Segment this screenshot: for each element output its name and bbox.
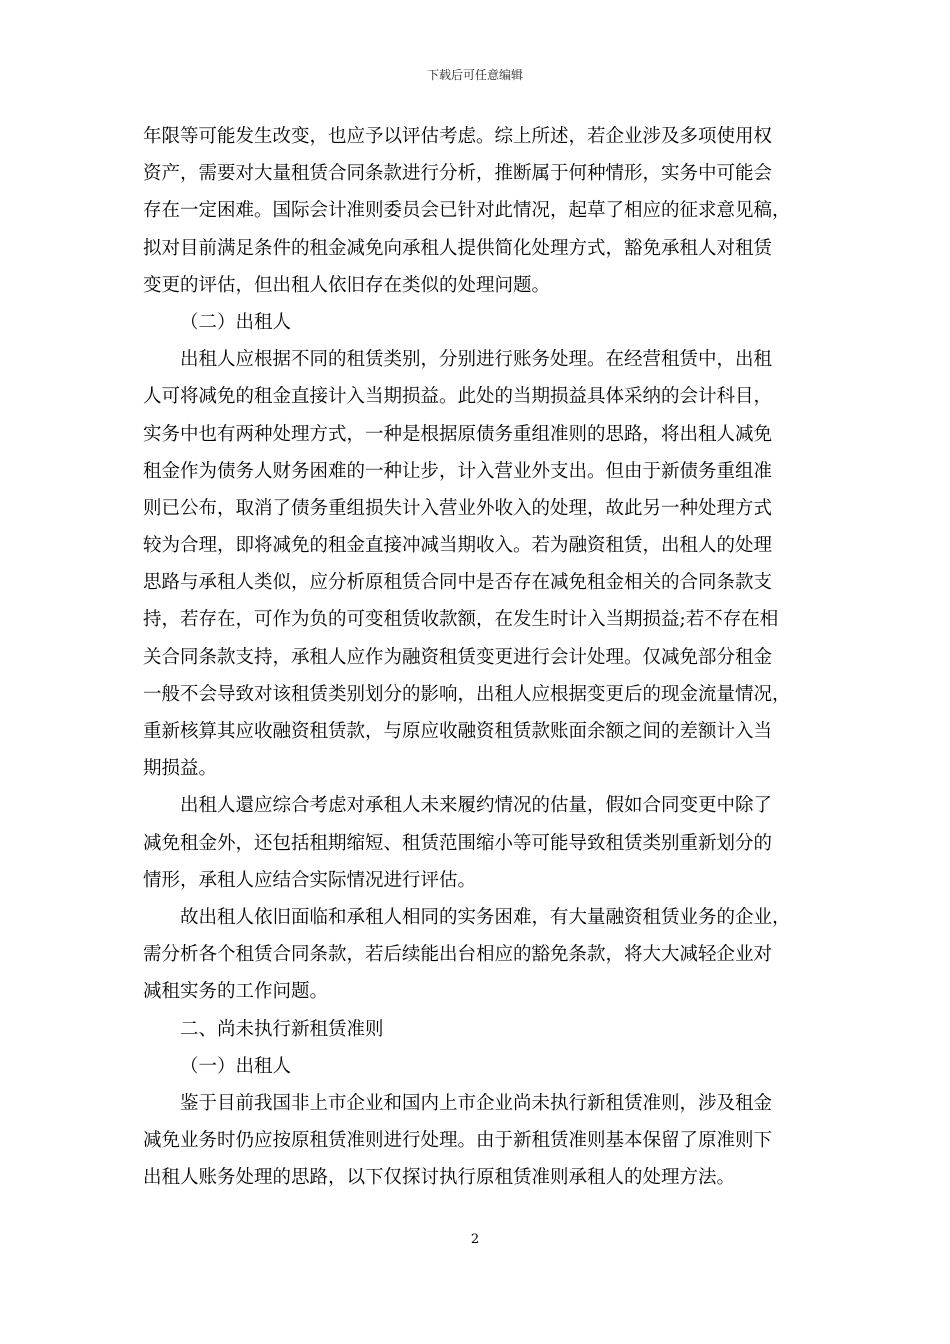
text-line: 重新核算其应收融资租赁款，与原应收融资租赁款账面余额之间的差额计入当 (143, 721, 773, 742)
text-line: 减租实务的工作问题。 (143, 981, 329, 1003)
text-line: 资产，需要对大量租赁合同条款进行分析，推断属于何种情形，实务中可能会 (143, 163, 773, 185)
text-line: 出租人還应综合考虑对承租人未来履约情况的估量，假如合同变更中除了 (180, 795, 773, 817)
text-line: 实务中也有两种处理方式，一种是根据原债务重组准则的思路，将出租人减免 (143, 423, 773, 445)
section-heading: （一）出租人 (180, 1055, 292, 1077)
page-header: 下载后可任意编辑 (426, 68, 523, 82)
text-line: 故出租人依旧面临和承租人相同的实务困难，有大量融资租赁业务的企业， (180, 906, 791, 928)
text-line: 减免业务时仍应按原租赁准则进行处理。由于新租赁准则基本保留了原准则下 (143, 1130, 773, 1152)
text-line: 鉴于目前我国非上市企业和国内上市企业尚未执行新租赁准则，涉及租金 (180, 1092, 773, 1114)
text-line: 持，若存在，可作为负的可变租赁收款额，在发生时计入当期损益;若不存在相 (143, 609, 779, 631)
text-line: 思路与承租人类似，应分析原租赁合同中是否存在减免租金相关的合同条款支 (143, 572, 773, 594)
text-line: 存在一定困难。国际会计准则委员会已针对此情况，起草了相应的征求意见稿， (143, 200, 791, 222)
text-line: 出租人账务处理的思路，以下仅探讨执行原租赁准则承租人的处理方法。 (143, 1167, 736, 1189)
text-line: 出租人应根据不同的租赁类别，分别进行账务处理。在经营租赁中，出租 (180, 349, 773, 371)
text-line: 人可将减免的租金直接计入当期损益。此处的当期损益具体采纳的会计科目， (143, 386, 773, 408)
text-line: 变更的评估，但出租人依旧存在类似的处理问题。 (143, 274, 551, 296)
text-line: 一般不会导致对该租赁类别划分的影响，出租人应根据变更后的现金流量情况， (143, 683, 791, 705)
text-line: 期损益。 (143, 758, 218, 780)
section-heading: 二、尚未执行新租赁准则 (180, 1018, 384, 1040)
page-number: 2 (470, 1232, 480, 1247)
text-line: 租金作为债务人财务困难的一种让步，计入营业外支出。但由于新债务重组准 (143, 460, 773, 482)
text-line: 情形，承租人应结合实际情况进行评估。 (143, 869, 477, 891)
document-body (143, 118, 813, 1196)
text-line: 减免租金外，还包括租期缩短、租赁范围缩小等可能导致租赁类别重新划分的 (143, 832, 773, 854)
text-line: 较为合理，即将减免的租金直接冲减当期收入。若为融资租赁，出租人的处理 (143, 535, 773, 557)
text-line: 关合同条款支持，承租人应作为融资租赁变更进行会计处理。仅减免部分租金 (143, 646, 773, 668)
section-heading: （二）出租人 (180, 311, 292, 333)
text-line: 年限等可能发生改变，也应予以评估考虑。综上所述，若企业涉及多项使用权 (143, 126, 773, 147)
text-line: 拟对目前满足条件的租金减免向承租人提供简化处理方式，豁免承租人对租赁 (143, 237, 773, 259)
text-line: 则已公布，取消了债务重组损失计入营业外收入的处理，故此另一种处理方式 (143, 497, 773, 519)
text-line: 需分析各个租赁合同条款，若后续能出台相应的豁免条款，将大大减轻企业对 (143, 944, 773, 966)
